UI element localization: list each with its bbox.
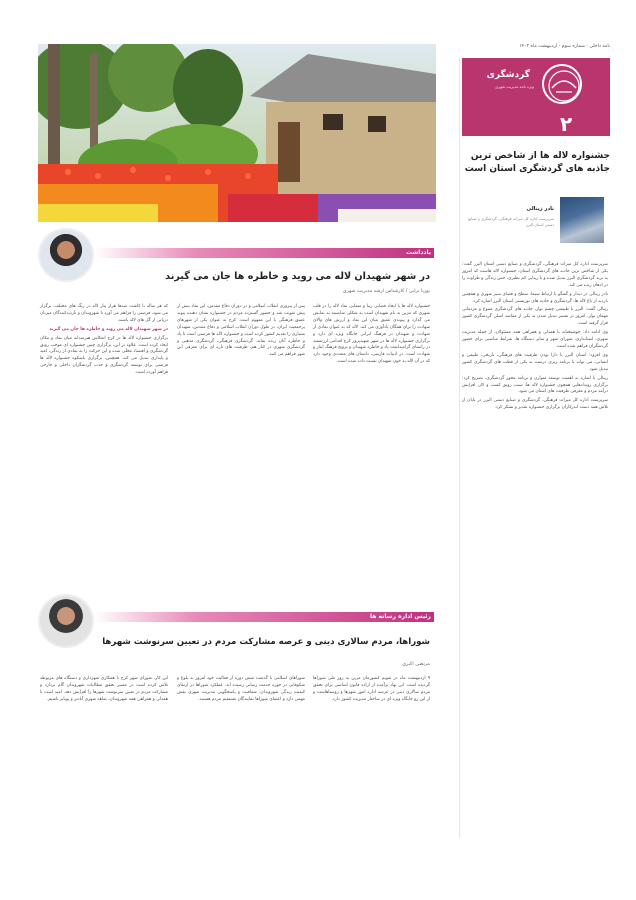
section-title: گردشگری [486,70,530,80]
paragraph: جشنواره لاله ها با ایجاد فضایی زیبا و متمایز، نماد لاله را در قلب شهری که مزین به نام شهیدان است به شکلی شایسته به نمایش می گذارد و پیوندی عمیق میان این نماد و ارزش های والای شهادت را برای همگان یادآوری می کند. لاله که به عنوان نمادی از شهادت و شهیدان در فرهنگ ایرانی جایگاه ویژه ای دارد و برگزاری جشنواره لاله ها در شهر شهیدپرور کرج اقدامی ارزشمند در راستای گرامیداشت یاد و خاطره شهیدان و ترویج فرهنگ ایثار و شهادت است. در ادبیات فارسی، داستان های متعددی وجود دارد که در آن لاله به خون شهیدان نسبت داده شده است. [313,304,430,365]
subheading: در شهر شهیدان لاله می روید و خاطره ها جان می گیرند [49,326,168,332]
article-title: در شهر شهیدان لاله می روید و خاطره ها جان می گیرند [165,271,430,282]
tulip-garden-photo [38,44,436,222]
sidebar-headline: جشنواره لاله ها از شاخص ترین جاذبه های گردشگری استان است [464,151,610,174]
article-column [40,676,168,836]
paragraph: وی افزود: استان البرز با دارا بودن ظرفیت های فرهنگی، تاریخی، طبیعی و انسانی، می تواند با برنامه ریزی درست به یکی از قطب های گردشگری کشور تبدیل شود. [462,352,608,372]
section-subtitle: ویژه نامه مدیریت شهری [495,84,534,89]
author-name: نادر زینالی [526,206,554,212]
issue-line: نامه داخلی - شماره سوم - اردیبهشت ماه ۱۴۰۲ [519,44,610,49]
article-byline: پوریا ترابی / کارشناس ارشد مدیریت شهری [342,289,430,294]
article-column [177,304,305,574]
author-photo [560,197,604,243]
paragraph: زینالی با اشاره به اهمیت توسعه متوازن و برنامه محور گردشگری، تصریح کرد: برگزاری رویدادهایی همچون جشنواره لاله ها، سبب رونق کسب و کار، افزایش درآمد مردم و معرفی ظرفیت های استان می شود. [462,375,608,395]
paragraph: وی ادامه داد: خوشبختانه با همدلی و همراهی همه مسئولان، از جمله مدیریت شهری، استانداری، شورای شهر و سایر دستگاه ها، شرایط مناسبی برای حضور گردشگران فراهم شده است. [462,330,608,349]
paragraph: سرپرست اداره کل میراث فرهنگی، گردشگری و صنایع دستی البرز در پایان از تلاش همه دست اندرکاران برگزاری جشنواره تقدیر و تشکر کرد. [462,398,608,411]
paragraph: برگزاری جشنواره لاله ها در کرج انعکاس هنرمندانه میان نماد و مکان ایجاد کرده است. علاوه بر این، برگزاری چنین جشنواره ای موجب رونق گردشگری و اقتصاد محلی شده و این حرکت را به نمادی از زندگی، امید و پایداری تبدیل می کند. همچنین، برگزاری باشکوه جشنواره لاله ها فرصتی برای توسعه گردشگری و جذب گردشگران داخلی و خارجی فراهم آورده است. [40,335,168,376]
paragraph: زینالی گفت: البرز با طبیعتی چشم نواز، جاذبه های گردشگری متنوع و مردمانی مهمان نواز، امروز در مسیر تبدیل شدن به یکی از مقاصد اصلی گردشگری کشور قرار گرفته است. [462,307,608,327]
paragraph: سرپرست اداره کل میراث فرهنگی، گردشگری و صنایع دستی استان البرز گفت: یکی از شاخص ترین جاذبه های گردشگری استان، جشنواره لاله هاست که امروز به برند گردشگری البرز تبدیل شده و با زیبایی کم نظیری، حس زندگی و طراوت را در اذهان زنده می کند. [462,262,608,288]
paragraph: این کار، شورای شهر کرج با همکاری شهرداری و دستگاه های مربوطه تلاش کرده است در مسیر تحقق مطالبات شهروندان گام بردارد و مشارکت مردم در تعیین سرنوشت شهرها را افزایش دهد. امید است با همدلی و همراهی همه شهروندان، شاهد شهری آبادتر و پویاتر باشیم. [40,676,168,702]
tourism-emblem-icon [542,64,582,104]
article-title: شوراها، مردم سالاری دینی و عرصه مشارکت مردم در تعیین سرنوشت شهرها [102,637,430,647]
sidebar-divider [459,58,460,838]
article-column [40,304,168,574]
paragraph: ۹ اردیبهشت ماه در تقویم کشورمان مزین به روز ملی شوراها گردیده است. این نهاد برآمده از اراده قانون اساسی برای تحقق مردم سالاری دینی در عرصه اداره امور شهرها و روستاهاست و از این رو جایگاه ویژه ای در ساختار مدیریت کشور دارد. [313,676,430,702]
paragraph: نادر زینالی در دیدار و گفتگو با ارتباط سیما، سطح و فضای سبز شهری و همچنین بازدید از باغ لاله ها، گردشگری و جاذبه های توریستی استان البرز اشاره کرد. [462,291,608,304]
paragraph: شوراهای اسلامی با گذشت شش دوره از فعالیت خود امروز به بلوغ و شکوفایی در حوزه خدمت رسانی رسیده اند. عملکرد شوراها در ارتقای کیفیت زندگی شهروندان، شفافیت و پاسخگویی مدیریت شهری نقش مهمی دارد و اعضای شوراها نمایندگان مستقیم مردم هستند. [177,676,305,702]
article-byline: مرتضی اکبری [402,662,430,667]
author-avatar [38,228,94,282]
article-column [313,676,430,836]
page-number: ۲ [560,112,573,136]
sidebar-article-body [462,262,608,832]
paragraph: که هر ساله با کاشت صدها هزار پیاز لاله در رنگ های مختلف، برگزار می شود، فرصتی را فراهم می آورد تا شهروندان و بازدیدکنندگان میزبان دریایی از گل های لاله باشند. [40,304,168,323]
article-column [313,304,430,574]
author-role: سرپرست اداره کل میراث فرهنگی، گردشگری و صنایع دستی استان البرز [468,216,554,227]
author-avatar [38,594,94,648]
paragraph: پس از پیروزی انقلاب اسلامی و در دوران دفاع مقدس، این نماد بیش از پیش تقویت شد و حضور گسترده مردم در جشنواره نشان دهنده پیوند عمیق فرهنگی با این مفهوم است. کرج به عنوان یکی از شهرهای پرجمعیت ایران، در طول دوران انقلاب اسلامی و دفاع مقدس، شهیدان بسیاری را تقدیم کشور کرده است و جشنواره لاله ها فرصتی است تا یاد و خاطره آنان زنده بماند. گردشگری فرهنگی، گردشگری مذهبی و گردشگری شهری در کنار هم، ظرفیت های تازه ای برای معرفی این شهر فراهم می کنند. [177,304,305,358]
section-label: یادداشت [406,249,431,256]
article-column [177,676,305,836]
section-label: رئیس اداره رسانه ها [369,613,431,620]
